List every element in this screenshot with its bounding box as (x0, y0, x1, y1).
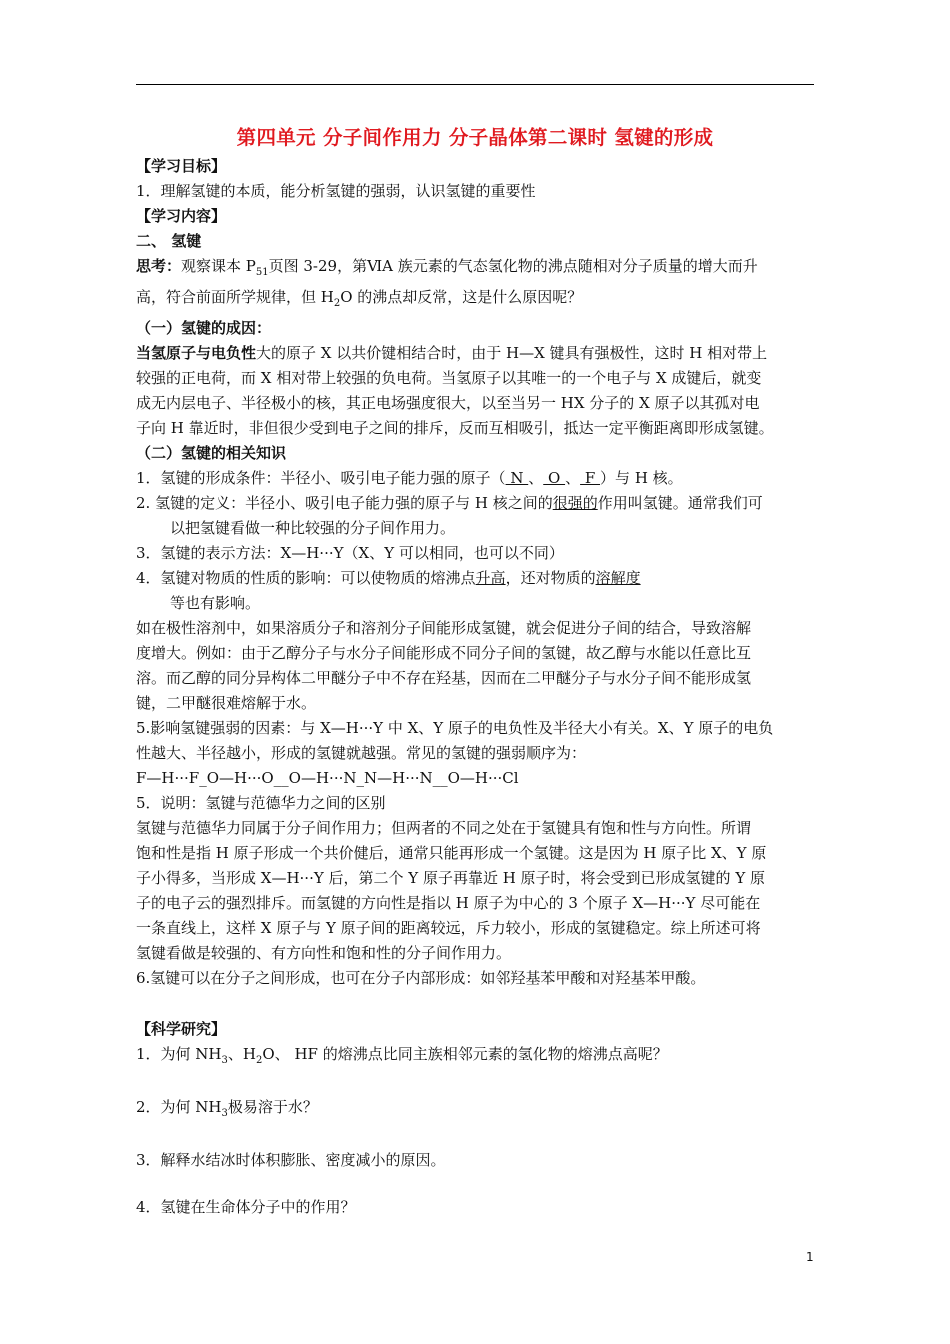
vdw-line-6: 氢键看做是较强的、有方向性和饱和性的分子间作用力。 (136, 944, 512, 962)
header-rule (136, 84, 814, 85)
q1-text-c: O、 HF 的熔沸点比同主族相邻元素的氢化物的熔沸点高呢？ (262, 1045, 668, 1063)
strength-line-2: 性越大、半径越小，形成的氢键就越强。常见的氢键的强弱顺序为： (136, 744, 587, 762)
r1-sep-1: 、 (528, 469, 544, 487)
vdw-line-2: 饱和性是指 H 原子形成一个共价健后，通常只能再形成一个氢键。这是因为 H 原子比 X、Y 原 (136, 844, 767, 862)
section-hydrogen-bond: 二、 氢键 (136, 232, 202, 250)
cause-bold: 当氢原子与电负性 (136, 344, 257, 362)
cause-line-2: 较强的正电荷，而 X 相对带上较强的负电荷。当氢原子以其唯一的一个电子与 X 成键后，就变 (136, 369, 762, 387)
content-header: 【学习内容】 (136, 207, 227, 225)
cause-line-1 (136, 341, 814, 366)
r1-sep-2: 、 (565, 469, 581, 487)
page-number: 1 (806, 1250, 814, 1264)
think-sub-2: 2 (333, 298, 341, 309)
spacer (136, 1126, 814, 1148)
vdw-line-3: 子小得多，当形成 X—H···Y 后，第二个 Y 原子再靠近 H 原子时，将会受到已形成氢键的 Y 原 (136, 869, 766, 887)
think-text-d: O 的沸点却反常，这是什么原因呢？ (340, 288, 583, 306)
document-body (136, 120, 814, 1220)
goal-header: 【学习目标】 (136, 157, 227, 175)
cause-text-1: 大的原子 X 以共价键相结合时，由于 H—X 键具有强极性，这时 H 相对带上 (256, 344, 768, 362)
question-2 (136, 1095, 814, 1126)
cause-line-3: 成无内层电子、半径极小的核，其正电场强度很大，以至当另一 HX 分子的 X 原子以其孤对电 (136, 394, 760, 412)
answer-o: O (543, 469, 566, 487)
solubility-line-1: 如在极性溶剂中，如果溶质分子和溶剂分子间能形成氢键，就会促进分子间的结合，导致溶解 (136, 619, 752, 637)
related-item-2-cont: 以把氢键看做一种比较强的分子间作用力。 (170, 519, 456, 537)
related-item-4 (136, 566, 814, 591)
r2-text-b: 作用叫氢键。通常我们可 (597, 494, 763, 512)
explain-header: 5．说明：氢键与范德华力之间的区别 (136, 794, 386, 812)
spacer (136, 1173, 814, 1195)
answer-solubility: 溶解度 (595, 569, 641, 587)
r1-text-a: 1．氢键的形成条件：半径小、吸引电子能力强的原子（ (136, 469, 506, 487)
think-text-a: 观察课本 P (181, 257, 256, 275)
think-text-b: 页图 3-29，第ⅥA 族元素的气态氢化物的沸点随相对分子质量的增大而升 (268, 257, 758, 275)
related-item-4-cont: 等也有影响。 (170, 594, 261, 612)
solubility-line-2: 度增大。例如：由于乙醇分子与水分子间能形成不同分子间的氢键，故乙醇与水能以任意比互 (136, 644, 752, 662)
question-3: 3．解释水结冰时体积膨胀、密度减小的原因。 (136, 1151, 446, 1169)
research-header: 【科学研究】 (136, 1020, 227, 1038)
question-4: 4．氢键在生命体分子中的作用？ (136, 1198, 356, 1216)
think-line-1 (136, 254, 814, 285)
vdw-line-4: 子的电子云的强烈排斥。而氢键的方向性是指以 H 原子为中心的 3 个原子 X—H···Y 尽可能在 (136, 894, 761, 912)
r4-text-b: ，还对物质的 (505, 569, 596, 587)
think-sub: 51 (255, 267, 269, 278)
answer-strong: 很强的 (552, 494, 598, 512)
spacer (136, 991, 814, 1017)
q2-text-a: 2．为何 NH (136, 1098, 222, 1116)
cause-header: （一）氢键的成因： (136, 319, 272, 337)
solubility-line-4: 键，二甲醚很难熔解于水。 (136, 694, 317, 712)
q2-text-b: 极易溶于水？ (227, 1098, 318, 1116)
q1-text-b: 、H (227, 1045, 256, 1063)
goal-item-1: 1．理解氢键的本质，能分析氢键的强弱，认识氢键的重要性 (136, 182, 536, 200)
strength-order: F—H···F_O—H···O__O—H···N_N—H···N__O—H···Cl (136, 769, 519, 787)
answer-n: N (505, 469, 529, 487)
related-item-3: 3．氢键的表示方法：X—H···Y（X、Y 可以相同，也可以不同） (136, 544, 564, 562)
related-item-2 (136, 491, 814, 516)
r4-text-a: 4．氢键对物质的性质的影响：可以使物质的熔沸点 (136, 569, 476, 587)
think-line-2 (136, 285, 814, 316)
think-text-c: 高，符合前面所学规律，但 H (136, 288, 334, 306)
page-title: 第四单元 分子间作用力 分子晶体第二课时 氢键的形成 (236, 126, 714, 149)
vdw-line-1: 氢键与范德华力同属于分子间作用力；但两者的不同之处在于氢键具有饱和性与方向性。所谓 (136, 819, 752, 837)
q1-text-a: 1．为何 NH (136, 1045, 222, 1063)
related-item-1 (136, 466, 814, 491)
r2-text-a: 2. 氢键的定义：半径小、吸引电子能力强的原子与 H 核之间的 (136, 494, 553, 512)
cause-line-4: 子向 H 靠近时，非但很少受到电子之间的排斥，反而互相吸引，抵达一定平衡距离即形成氢键。 (136, 419, 774, 437)
answer-raise: 升高 (475, 569, 506, 587)
q1-sub-1: 3 (221, 1055, 228, 1066)
related-item-6: 6.氢键可以在分子之间形成，也可在分子内部形成：如邻羟基苯甲酸和对羟基苯甲酸。 (136, 969, 706, 987)
strength-line-1: 5.影响氢键强弱的因素：与 X—H···Y 中 X、Y 原子的电负性及半径大小有关。X、Y 原子的电负 (136, 719, 774, 737)
q1-sub-2: 2 (256, 1055, 263, 1066)
r1-text-b: ）与 H 核。 (600, 469, 683, 487)
answer-f: F (580, 469, 601, 487)
solubility-line-3: 溶。而乙醇的同分异构体二甲醚分子中不存在羟基，因而在二甲醚分子与水分子间不能形成氢 (136, 669, 752, 687)
question-1 (136, 1042, 814, 1073)
spacer (136, 1073, 814, 1095)
q2-sub: 3 (221, 1108, 228, 1119)
related-header: （二）氢键的相关知识 (136, 444, 287, 462)
think-label: 思考： (136, 257, 182, 275)
vdw-line-5: 一条直线上，这样 X 原子与 Y 原子间的距离较远，斥力较小，形成的氢键稳定。综上所述可将 (136, 919, 761, 937)
